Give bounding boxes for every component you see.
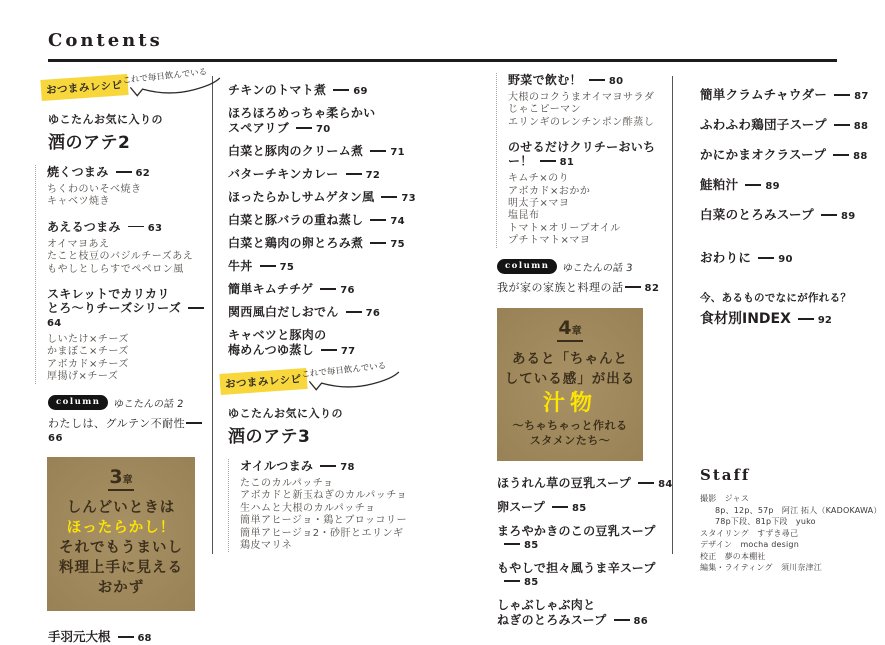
- column-note-entry: [497, 279, 676, 295]
- column-3: [496, 73, 676, 638]
- toc-entry: [228, 168, 430, 182]
- entry-title: あえるつまみ: [47, 219, 121, 234]
- chapter-underline: [108, 489, 134, 491]
- entry-title: しゃぶしゃぶ肉と: [497, 598, 596, 613]
- dash-line: [188, 307, 204, 309]
- page-number: 87: [854, 91, 869, 102]
- toc-entry: [700, 178, 872, 193]
- speech-bubble: [122, 64, 222, 100]
- staff-credit: デザイン mocha design: [700, 540, 799, 549]
- toc-entry: [700, 148, 872, 163]
- entry-title: 簡単キムチチゲ: [228, 282, 314, 296]
- chapter-title-highlight: 汁物: [542, 391, 597, 417]
- toc-section: [240, 459, 430, 552]
- page-number: 85: [524, 540, 539, 552]
- staff-credit: 編集・ライティング 須川奈津江: [700, 563, 822, 572]
- toc-entry: [497, 562, 676, 589]
- toc-entry: [228, 329, 430, 358]
- chapter-title-line: それでもうまいし: [59, 540, 183, 557]
- header-rule: [48, 59, 837, 62]
- column-divider-1: [212, 76, 213, 554]
- toc-section-group: [35, 165, 211, 384]
- entry-title-line2: [47, 301, 211, 331]
- section-intro: ゆこたんお気に入りの: [228, 407, 343, 420]
- dash-line: [614, 619, 630, 621]
- page-number: 69: [353, 86, 368, 97]
- staff-credit: スタイリング すずき尋己: [700, 528, 799, 538]
- column-note-header: [497, 259, 676, 275]
- page-number: 76: [340, 285, 355, 296]
- chapter-title-line: している感」が出る: [504, 371, 636, 388]
- list-item: かまぼこ×チーズ: [47, 346, 129, 358]
- dash-line: [333, 89, 349, 91]
- page-number: 71: [390, 147, 405, 158]
- list-item: キムチ×のり: [508, 173, 570, 185]
- dash-line: [504, 580, 520, 582]
- toc-entry: [48, 627, 211, 645]
- list-item: 厚揚げ×チーズ: [47, 371, 119, 383]
- column-badge: column: [48, 395, 108, 411]
- chapter-unit: 章: [571, 326, 582, 338]
- page-number: 80: [608, 76, 624, 87]
- page-number: 70: [316, 124, 331, 135]
- toc-sub-list: [47, 334, 211, 384]
- toc-entry: [228, 145, 430, 159]
- toc-entry: [497, 525, 676, 552]
- staff-credit: 撮影 ジャス: [700, 494, 750, 503]
- section-heading: 酒のアテ2: [48, 133, 131, 153]
- page-number: 89: [840, 211, 856, 222]
- dash-line: [504, 543, 520, 545]
- speech-bubble-text: これで毎日飲んでいる: [122, 67, 208, 87]
- entry-title: チキンのトマト煮: [228, 83, 327, 97]
- dash-line: [370, 219, 386, 221]
- speech-bubble-text: これで毎日飲んでいる: [301, 361, 387, 381]
- dash-line: [260, 265, 276, 267]
- list-item: もやしとしらすでペペロン風: [47, 263, 184, 275]
- list-item: ちくわのいそべ焼き: [47, 184, 142, 195]
- column-1: [35, 67, 211, 645]
- page-number: 74: [390, 216, 405, 227]
- entry-title: キャベツと豚肉の: [228, 328, 327, 342]
- dash-line: [834, 94, 850, 96]
- dash-line: [638, 482, 654, 484]
- column-2: [224, 83, 430, 552]
- dash-line: [296, 127, 312, 129]
- entry-title: ほったらかしサムゲタン風: [228, 190, 375, 204]
- entry-title: 白菜と豚バラの重ね蒸し: [228, 213, 364, 227]
- entry-title: オイルつまみ: [240, 459, 314, 473]
- page-number: 78: [340, 462, 355, 473]
- entry-title: 我が家の家族と料理の話: [497, 281, 624, 295]
- page-number: 68: [137, 633, 152, 645]
- dash-line: [745, 184, 761, 186]
- toc-entry: [228, 107, 430, 136]
- dash-line: [552, 506, 568, 508]
- entry-title: 卵スープ: [497, 500, 546, 515]
- entry-title: 焼くつまみ: [47, 165, 109, 179]
- page-number: 86: [633, 616, 649, 628]
- dash-line: [834, 124, 850, 126]
- toc-entry: [700, 251, 872, 266]
- page-number: 75: [390, 239, 405, 250]
- page-number: 81: [559, 157, 575, 169]
- list-item: アボカド×チーズ: [47, 358, 129, 370]
- toc-entry: [497, 501, 676, 515]
- entry-title: 白菜と豚肉のクリーム煮: [228, 144, 364, 158]
- page-number: 82: [644, 283, 660, 295]
- toc-entry: [497, 599, 676, 628]
- dash-line: [116, 171, 132, 173]
- entry-title: 牛丼: [228, 259, 253, 273]
- entry-title: ほろほろめっちゃ柔らかい: [228, 106, 376, 120]
- dash-line: [346, 311, 362, 313]
- dash-line: [186, 422, 202, 424]
- page-number: 73: [401, 193, 416, 204]
- entry-title-line2: [228, 122, 430, 136]
- chapter-underline: [557, 340, 583, 342]
- toc-sub-list: [508, 173, 676, 247]
- page-number: 90: [778, 254, 793, 265]
- column-badge: column: [497, 259, 557, 275]
- toc-section-title: [508, 140, 676, 170]
- staff-credit: 校正 夢の本棚社: [700, 551, 766, 561]
- staff-heading: Staff: [700, 466, 751, 484]
- entry-title: おわりに: [700, 250, 752, 265]
- entry-title: 関西風白だしおでん: [228, 305, 339, 319]
- toc-sub-list: [47, 184, 211, 209]
- toc-section-title: [240, 459, 430, 475]
- entry-title: 野菜で飲む！: [508, 73, 582, 87]
- page-number: 64: [47, 318, 62, 330]
- list-item: じゃこピーマン: [508, 104, 582, 116]
- entry-title: わたしは、グルテン不耐性: [48, 417, 186, 431]
- entry-title: 白菜と鶏肉の卵とろみ煮: [228, 236, 364, 250]
- speech-bubble: [301, 358, 401, 394]
- entry-title: バターチキンカレー: [228, 167, 339, 181]
- page-number: 85: [524, 577, 539, 589]
- list-item: しいたけ×チーズ: [47, 334, 129, 346]
- column-note: [48, 395, 211, 445]
- entry-title: まろやかきのこの豆乳スープ: [497, 524, 656, 539]
- toc-entry: [497, 477, 676, 491]
- entry-title: のせるだけクリチーおいちー！: [508, 140, 656, 169]
- recipe-badge-row: [41, 67, 211, 106]
- toc-section: [508, 73, 676, 129]
- entry-title: 手羽元大根: [48, 629, 111, 645]
- entry-title: かにかまオクラスープ: [700, 147, 827, 162]
- column-note-entry: [48, 415, 211, 444]
- dash-line: [128, 226, 144, 228]
- toc-section-group: [496, 73, 676, 248]
- column-note-header: [48, 395, 211, 411]
- otsumami-recipe-badge: おつまみレシピ: [40, 74, 128, 101]
- dash-line: [589, 79, 605, 81]
- list-item: 塩昆布: [508, 210, 540, 222]
- column-4: [700, 88, 872, 328]
- page-number: 85: [572, 503, 587, 515]
- dash-line: [321, 349, 337, 351]
- toc-section-title: [47, 165, 211, 181]
- entry-title-line2: [497, 614, 676, 628]
- toc-sub-list: [240, 478, 430, 552]
- dash-line: [370, 150, 386, 152]
- toc-entry: [228, 84, 430, 98]
- list-item: エリンギのレンチンポン酢蒸し: [508, 116, 655, 128]
- chapter-title-line: おかず: [97, 580, 145, 597]
- page-number: 72: [365, 170, 381, 181]
- entry-title: もやしで担々風うま辛スープ: [497, 561, 656, 576]
- dash-line: [833, 154, 849, 156]
- list-item: オイマヨあえ: [47, 238, 110, 250]
- dash-line: [625, 286, 641, 288]
- index-intro: 今、あるものでなにが作れる？: [700, 292, 852, 304]
- entry-title: 梅めんつゆ蒸し: [228, 343, 314, 357]
- chapter4-number: [497, 317, 643, 339]
- toc-entry: [228, 191, 430, 205]
- toc-entry: [228, 260, 430, 274]
- page-number: 75: [279, 262, 295, 273]
- list-item: 簡単アヒージョ2・砂肝とエリンギ: [240, 527, 404, 539]
- page-number: 88: [853, 151, 868, 162]
- column-note-title: ゆこたんの話 3: [562, 262, 634, 274]
- chapter-unit: 章: [122, 475, 133, 487]
- toc-entry: [700, 308, 872, 328]
- chapter-title-line: あると「ちゃんと: [512, 351, 628, 368]
- list-item: 簡単アヒージョ・鶏とブロッコリー: [240, 515, 407, 527]
- page-number: 76: [365, 308, 381, 319]
- toc-section-title: [508, 73, 676, 89]
- toc-section: [508, 140, 676, 247]
- dash-line: [798, 318, 814, 320]
- otsumami-recipe-badge: おつまみレシピ: [219, 368, 307, 395]
- page-title: Contents: [48, 30, 163, 51]
- chapter-title-line: 料理上手に見える: [59, 560, 183, 577]
- dash-line: [320, 288, 336, 290]
- toc-sub-list: [47, 239, 211, 276]
- entry-title: 簡単クラムチャウダー: [700, 87, 828, 102]
- dash-line: [346, 173, 362, 175]
- toc-sub-list: [508, 92, 676, 129]
- list-item: たこと枝豆のバジルチーズあえ: [47, 251, 194, 263]
- toc-entry: [700, 208, 872, 223]
- list-item: 大根のコクうまオイマヨサラダ: [508, 92, 655, 103]
- chapter-title-line-highlight: ほったらかし！: [66, 520, 176, 537]
- page-number: 66: [48, 433, 63, 445]
- dash-line: [370, 242, 386, 244]
- entry-title: ねぎのとろみスープ: [497, 613, 607, 628]
- toc-section: [47, 220, 211, 276]
- toc-entry: [228, 306, 430, 320]
- dash-line: [821, 214, 837, 216]
- entry-title: とろ〜りチーズシリーズ: [47, 301, 182, 316]
- chapter-number: 3: [109, 466, 123, 489]
- dash-line: [758, 257, 774, 259]
- toc-section: [47, 287, 211, 384]
- entry-title-line2: [228, 344, 430, 358]
- toc-section-title: [47, 287, 211, 331]
- chapter-number: 4: [558, 317, 572, 340]
- column-note-title: ゆこたんの話 2: [113, 398, 185, 410]
- page-number: 89: [765, 181, 780, 192]
- column-note: [497, 259, 676, 296]
- page-number: 84: [658, 479, 673, 491]
- chapter-title-line: しんどいときは: [66, 500, 176, 517]
- list-item: アボカド×おかか: [508, 185, 591, 197]
- toc-entry: [228, 237, 430, 251]
- entry-title: ほうれん草の豆乳スープ: [497, 476, 632, 491]
- list-item: トマト×オリーブオイル: [508, 222, 621, 234]
- list-item: 明太子×マヨ: [508, 198, 570, 210]
- list-item: 鶏皮マリネ: [240, 540, 293, 552]
- entry-title: スキレットでカリカリ: [47, 287, 170, 302]
- toc-entry: [228, 283, 430, 297]
- toc-entry: [700, 118, 872, 133]
- entry-title: 食材別INDEX: [700, 311, 791, 327]
- page-number: 63: [147, 222, 163, 234]
- page-number: 88: [853, 121, 869, 132]
- page-number: 62: [135, 168, 151, 179]
- toc-section-group: [228, 459, 430, 552]
- staff-credit: 8p、12p、57p 阿江 拓人（KADOKAWA）: [715, 505, 882, 515]
- chapter-subtitle-line: スタメンたち〜: [529, 434, 611, 448]
- section-heading: 酒のアテ3: [228, 427, 311, 447]
- dash-line: [381, 196, 397, 198]
- staff-credit: 78p下段、81p下段 yuko: [715, 517, 816, 526]
- chapter3-box: [47, 457, 195, 611]
- entry-title: スペアリブ: [228, 121, 290, 135]
- chapter-subtitle-line: 〜ちゃちゃっと作れる: [512, 419, 628, 433]
- toc-entry: [228, 214, 430, 228]
- toc-entry: [700, 88, 872, 103]
- list-item: プチトマト×マヨ: [508, 235, 591, 247]
- toc-section: [47, 165, 211, 209]
- toc-entry-list: [496, 477, 676, 628]
- section-intro: ゆこたんお気に入りの: [48, 113, 163, 126]
- list-item: アボカドと新玉ねぎのカルパッチョ: [240, 490, 407, 502]
- staff-credit-list: [700, 493, 882, 574]
- list-item: キャベツ焼き: [47, 196, 110, 208]
- entry-title: ふわふわ鶏団子スープ: [700, 117, 827, 132]
- entry-title: 白菜のとろみスープ: [700, 207, 814, 222]
- staff-block: [700, 466, 882, 574]
- chapter4-box: [497, 308, 643, 461]
- list-item: 生ハムと大根のカルパッチョ: [240, 502, 376, 514]
- page-number: 92: [817, 315, 832, 326]
- chapter3-number: [47, 466, 195, 488]
- dash-line: [320, 465, 336, 467]
- entry-title: 鮭粕汁: [700, 177, 739, 192]
- recipe-badge-row: [220, 361, 430, 400]
- toc-section-title: [47, 220, 211, 236]
- dash-line: [118, 636, 134, 638]
- page-number: 77: [340, 346, 356, 357]
- list-item: たこのカルパッチョ: [240, 478, 334, 489]
- dash-line: [540, 160, 556, 162]
